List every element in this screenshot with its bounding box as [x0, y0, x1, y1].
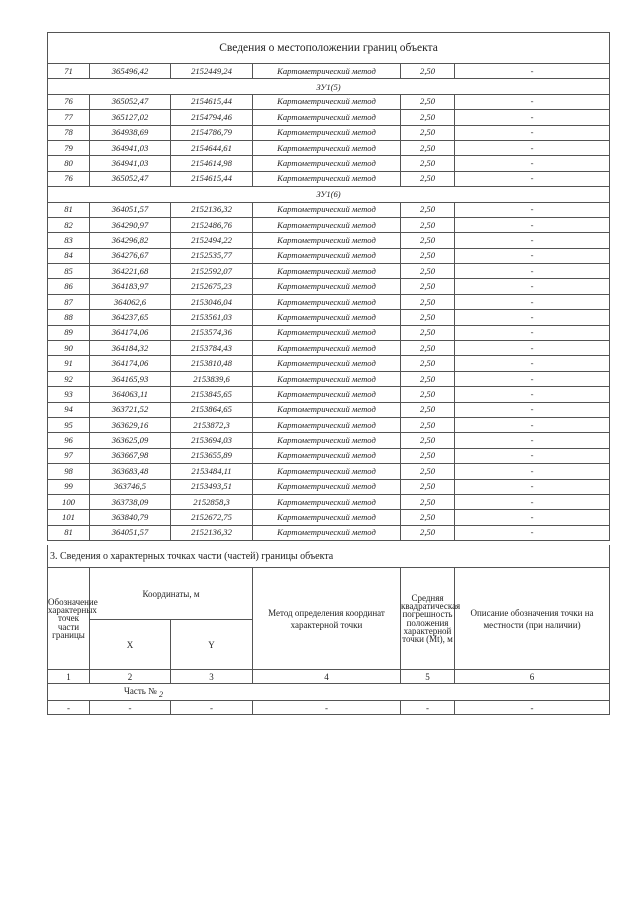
- point-number-cell: 86: [48, 279, 90, 294]
- part-label: Часть №: [124, 685, 157, 696]
- precision-cell: 2,50: [401, 264, 455, 279]
- description-cell: -: [455, 264, 610, 279]
- precision-cell: 2,50: [401, 125, 455, 140]
- x-coordinate-cell: 365127,02: [90, 110, 171, 125]
- y-coordinate-cell: 2153561,03: [171, 310, 253, 325]
- empty-cell: -: [455, 701, 610, 715]
- description-cell: -: [455, 525, 610, 540]
- description-cell: -: [455, 494, 610, 509]
- precision-cell: 2,50: [401, 510, 455, 525]
- precision-cell: 2,50: [401, 525, 455, 540]
- x-coordinate-cell: 364296,82: [90, 233, 171, 248]
- point-number-cell: 95: [48, 417, 90, 432]
- point-number-cell: 78: [48, 125, 90, 140]
- table-row: [48, 479, 610, 494]
- method-cell: Картометрический метод: [253, 202, 401, 217]
- section-header-row: [48, 33, 610, 64]
- x-coordinate-cell: 364941,03: [90, 140, 171, 155]
- precision-cell: 2,50: [401, 171, 455, 186]
- col-header-coordinates: Координаты, м: [90, 568, 253, 620]
- table-row: [48, 525, 610, 540]
- y-coordinate-cell: 2153655,89: [171, 448, 253, 463]
- y-coordinate-cell: 2153574,36: [171, 325, 253, 340]
- y-coordinate-cell: 2152486,76: [171, 217, 253, 232]
- x-coordinate-cell: 364062,6: [90, 294, 171, 309]
- precision-cell: 2,50: [401, 448, 455, 463]
- description-cell: -: [455, 310, 610, 325]
- point-number-cell: 76: [48, 94, 90, 109]
- group-label: ЗУ1(5): [48, 79, 610, 94]
- point-number-cell: 98: [48, 464, 90, 479]
- table-row: [48, 494, 610, 509]
- column-number-cell: 4: [253, 670, 401, 684]
- y-coordinate-cell: 2154644,61: [171, 140, 253, 155]
- part-number-row: [48, 684, 610, 701]
- y-coordinate-cell: 2153694,03: [171, 433, 253, 448]
- precision-cell: 2,50: [401, 294, 455, 309]
- y-coordinate-cell: 2154786,79: [171, 125, 253, 140]
- precision-cell: 2,50: [401, 202, 455, 217]
- table-row: [48, 325, 610, 340]
- y-coordinate-cell: 2153864,65: [171, 402, 253, 417]
- method-cell: Картометрический метод: [253, 140, 401, 155]
- y-coordinate-cell: 2152136,32: [171, 525, 253, 540]
- table-row: [48, 140, 610, 155]
- x-coordinate-cell: 364221,68: [90, 264, 171, 279]
- method-cell: Картометрический метод: [253, 510, 401, 525]
- method-cell: Картометрический метод: [253, 464, 401, 479]
- x-coordinate-cell: 364174,06: [90, 325, 171, 340]
- table-row: [48, 64, 610, 79]
- col-header-point: Обозначение характерных точек части границы: [48, 568, 90, 670]
- x-coordinate-cell: 364237,65: [90, 310, 171, 325]
- x-coordinate-cell: 364938,69: [90, 125, 171, 140]
- point-number-cell: 89: [48, 325, 90, 340]
- description-cell: -: [455, 417, 610, 432]
- col-header-description: Описание обозначения точки на местности (при наличии): [455, 568, 610, 670]
- precision-cell: 2,50: [401, 64, 455, 79]
- method-cell: Картометрический метод: [253, 248, 401, 263]
- table-row: [48, 433, 610, 448]
- empty-cell: -: [48, 701, 90, 715]
- method-cell: Картометрический метод: [253, 156, 401, 171]
- point-number-cell: 71: [48, 64, 90, 79]
- x-coordinate-cell: 364183,97: [90, 279, 171, 294]
- table-row: [48, 510, 610, 525]
- precision-cell: 2,50: [401, 110, 455, 125]
- method-cell: Картометрический метод: [253, 217, 401, 232]
- y-coordinate-cell: 2153784,43: [171, 341, 253, 356]
- point-number-cell: 96: [48, 433, 90, 448]
- point-number-cell: 88: [48, 310, 90, 325]
- table-row: [48, 156, 610, 171]
- y-coordinate-cell: 2152449,24: [171, 64, 253, 79]
- y-coordinate-cell: 2153845,65: [171, 387, 253, 402]
- point-number-cell: 77: [48, 110, 90, 125]
- precision-cell: 2,50: [401, 356, 455, 371]
- column-number-cell: 3: [171, 670, 253, 684]
- part-header-row-1: [48, 568, 610, 620]
- empty-cell: -: [90, 701, 171, 715]
- precision-cell: 2,50: [401, 233, 455, 248]
- part-number: 2: [159, 689, 163, 699]
- boundary-coordinates-table: [47, 32, 610, 541]
- empty-cell: -: [171, 701, 253, 715]
- col-header-x: X: [90, 620, 171, 670]
- description-cell: -: [455, 217, 610, 232]
- x-coordinate-cell: 364276,67: [90, 248, 171, 263]
- description-cell: -: [455, 110, 610, 125]
- y-coordinate-cell: 2152675,23: [171, 279, 253, 294]
- description-cell: -: [455, 248, 610, 263]
- point-number-cell: 93: [48, 387, 90, 402]
- column-number-cell: 5: [401, 670, 455, 684]
- precision-cell: 2,50: [401, 371, 455, 386]
- description-cell: -: [455, 356, 610, 371]
- point-number-cell: 82: [48, 217, 90, 232]
- description-cell: -: [455, 464, 610, 479]
- description-cell: -: [455, 171, 610, 186]
- table-row: [48, 125, 610, 140]
- table-row: [48, 464, 610, 479]
- description-cell: -: [455, 479, 610, 494]
- x-coordinate-cell: 365052,47: [90, 94, 171, 109]
- description-cell: -: [455, 341, 610, 356]
- method-cell: Картометрический метод: [253, 417, 401, 432]
- y-coordinate-cell: 2153810,48: [171, 356, 253, 371]
- point-number-cell: 83: [48, 233, 90, 248]
- point-number-cell: 81: [48, 525, 90, 540]
- y-coordinate-cell: 2153046,04: [171, 294, 253, 309]
- table-row: [48, 110, 610, 125]
- x-coordinate-cell: 363840,79: [90, 510, 171, 525]
- precision-cell: 2,50: [401, 433, 455, 448]
- method-cell: Картометрический метод: [253, 479, 401, 494]
- table-row: [48, 417, 610, 432]
- table-row: [48, 387, 610, 402]
- method-cell: Картометрический метод: [253, 387, 401, 402]
- point-number-cell: 81: [48, 202, 90, 217]
- point-number-cell: 90: [48, 341, 90, 356]
- description-cell: -: [455, 325, 610, 340]
- table-row: [48, 248, 610, 263]
- part-label-wrap: [124, 685, 163, 699]
- col-header-precision: Средняя квадратическая погрешность положения характерной точки (Mt), м: [401, 568, 455, 670]
- method-cell: Картометрический метод: [253, 171, 401, 186]
- column-number-cell: 1: [48, 670, 90, 684]
- description-cell: -: [455, 448, 610, 463]
- description-cell: -: [455, 94, 610, 109]
- precision-cell: 2,50: [401, 494, 455, 509]
- point-number-cell: 97: [48, 448, 90, 463]
- precision-cell: 2,50: [401, 310, 455, 325]
- description-cell: -: [455, 371, 610, 386]
- method-cell: Картометрический метод: [253, 125, 401, 140]
- x-coordinate-cell: 364174,06: [90, 356, 171, 371]
- column-number-cell: 2: [90, 670, 171, 684]
- table-row: [48, 233, 610, 248]
- y-coordinate-cell: 2152535,77: [171, 248, 253, 263]
- method-cell: Картометрический метод: [253, 264, 401, 279]
- col-header-y: Y: [171, 620, 253, 670]
- section-title: Сведения о местоположении границ объекта: [48, 33, 610, 64]
- column-numbers-row: [48, 670, 610, 684]
- method-cell: Картометрический метод: [253, 433, 401, 448]
- description-cell: -: [455, 433, 610, 448]
- y-coordinate-cell: 2153872,3: [171, 417, 253, 432]
- description-cell: -: [455, 387, 610, 402]
- description-cell: -: [455, 125, 610, 140]
- precision-cell: 2,50: [401, 156, 455, 171]
- x-coordinate-cell: 364941,03: [90, 156, 171, 171]
- point-number-cell: 80: [48, 156, 90, 171]
- description-cell: -: [455, 202, 610, 217]
- point-number-cell: 91: [48, 356, 90, 371]
- y-coordinate-cell: 2154615,44: [171, 94, 253, 109]
- x-coordinate-cell: 364063,11: [90, 387, 171, 402]
- description-cell: -: [455, 279, 610, 294]
- method-cell: Картометрический метод: [253, 494, 401, 509]
- empty-cell: -: [253, 701, 401, 715]
- y-coordinate-cell: 2154794,46: [171, 110, 253, 125]
- x-coordinate-cell: 363746,5: [90, 479, 171, 494]
- y-coordinate-cell: 2152672,75: [171, 510, 253, 525]
- description-cell: -: [455, 156, 610, 171]
- x-coordinate-cell: 363683,48: [90, 464, 171, 479]
- column-number-cell: 6: [455, 670, 610, 684]
- point-number-cell: 87: [48, 294, 90, 309]
- y-coordinate-cell: 2154615,44: [171, 171, 253, 186]
- y-coordinate-cell: 2153484,11: [171, 464, 253, 479]
- point-number-cell: 76: [48, 171, 90, 186]
- x-coordinate-cell: 363738,09: [90, 494, 171, 509]
- table-row: [48, 371, 610, 386]
- part-section-title: 3. Сведения о характерных точках части (частей) границы объекта: [48, 545, 610, 568]
- part-points-table: [47, 545, 610, 715]
- y-coordinate-cell: 2152494,22: [171, 233, 253, 248]
- method-cell: Картометрический метод: [253, 233, 401, 248]
- precision-cell: 2,50: [401, 464, 455, 479]
- precision-cell: 2,50: [401, 248, 455, 263]
- point-number-cell: 101: [48, 510, 90, 525]
- group-label: ЗУ1(6): [48, 187, 610, 202]
- y-coordinate-cell: 2153839,6: [171, 371, 253, 386]
- table-row: [48, 202, 610, 217]
- description-cell: -: [455, 64, 610, 79]
- point-number-cell: 84: [48, 248, 90, 263]
- method-cell: Картометрический метод: [253, 371, 401, 386]
- x-coordinate-cell: 365052,47: [90, 171, 171, 186]
- table-row: [48, 94, 610, 109]
- point-number-cell: 100: [48, 494, 90, 509]
- point-number-cell: 99: [48, 479, 90, 494]
- x-coordinate-cell: 364184,32: [90, 341, 171, 356]
- empty-part-row: [48, 701, 610, 715]
- method-cell: Картометрический метод: [253, 525, 401, 540]
- x-coordinate-cell: 363625,09: [90, 433, 171, 448]
- group-label-row: [48, 187, 610, 202]
- method-cell: Картометрический метод: [253, 279, 401, 294]
- method-cell: Картометрический метод: [253, 64, 401, 79]
- precision-cell: 2,50: [401, 341, 455, 356]
- method-cell: Картометрический метод: [253, 402, 401, 417]
- x-coordinate-cell: 363629,16: [90, 417, 171, 432]
- precision-cell: 2,50: [401, 417, 455, 432]
- precision-cell: 2,50: [401, 479, 455, 494]
- table-row: [48, 341, 610, 356]
- precision-cell: 2,50: [401, 325, 455, 340]
- method-cell: Картометрический метод: [253, 356, 401, 371]
- table-row: [48, 171, 610, 186]
- y-coordinate-cell: 2152858,3: [171, 494, 253, 509]
- x-coordinate-cell: 364051,57: [90, 202, 171, 217]
- x-coordinate-cell: 364051,57: [90, 525, 171, 540]
- point-number-cell: 92: [48, 371, 90, 386]
- table-row: [48, 264, 610, 279]
- part-section-title-row: [48, 545, 610, 568]
- col-header-method: Метод определения координат характерной точки: [253, 568, 401, 670]
- method-cell: Картометрический метод: [253, 448, 401, 463]
- description-cell: -: [455, 294, 610, 309]
- empty-cell: -: [401, 701, 455, 715]
- table-row: [48, 217, 610, 232]
- table-row: [48, 356, 610, 371]
- x-coordinate-cell: 363667,98: [90, 448, 171, 463]
- method-cell: Картометрический метод: [253, 341, 401, 356]
- precision-cell: 2,50: [401, 94, 455, 109]
- x-coordinate-cell: 364165,93: [90, 371, 171, 386]
- table-row: [48, 448, 610, 463]
- y-coordinate-cell: 2154614,98: [171, 156, 253, 171]
- description-cell: -: [455, 140, 610, 155]
- description-cell: -: [455, 510, 610, 525]
- method-cell: Картометрический метод: [253, 94, 401, 109]
- x-coordinate-cell: 364290,97: [90, 217, 171, 232]
- description-cell: -: [455, 233, 610, 248]
- point-number-cell: 94: [48, 402, 90, 417]
- y-coordinate-cell: 2152136,32: [171, 202, 253, 217]
- method-cell: Картометрический метод: [253, 310, 401, 325]
- table-row: [48, 402, 610, 417]
- x-coordinate-cell: 365496,42: [90, 64, 171, 79]
- x-coordinate-cell: 363721,52: [90, 402, 171, 417]
- y-coordinate-cell: 2153493,51: [171, 479, 253, 494]
- precision-cell: 2,50: [401, 402, 455, 417]
- table-row: [48, 294, 610, 309]
- precision-cell: 2,50: [401, 140, 455, 155]
- point-number-cell: 79: [48, 140, 90, 155]
- method-cell: Картометрический метод: [253, 110, 401, 125]
- description-cell: -: [455, 402, 610, 417]
- precision-cell: 2,50: [401, 387, 455, 402]
- precision-cell: 2,50: [401, 279, 455, 294]
- table-row: [48, 279, 610, 294]
- precision-cell: 2,50: [401, 217, 455, 232]
- table-row: [48, 310, 610, 325]
- method-cell: Картометрический метод: [253, 294, 401, 309]
- method-cell: Картометрический метод: [253, 325, 401, 340]
- y-coordinate-cell: 2152592,07: [171, 264, 253, 279]
- group-label-row: [48, 79, 610, 94]
- point-number-cell: 85: [48, 264, 90, 279]
